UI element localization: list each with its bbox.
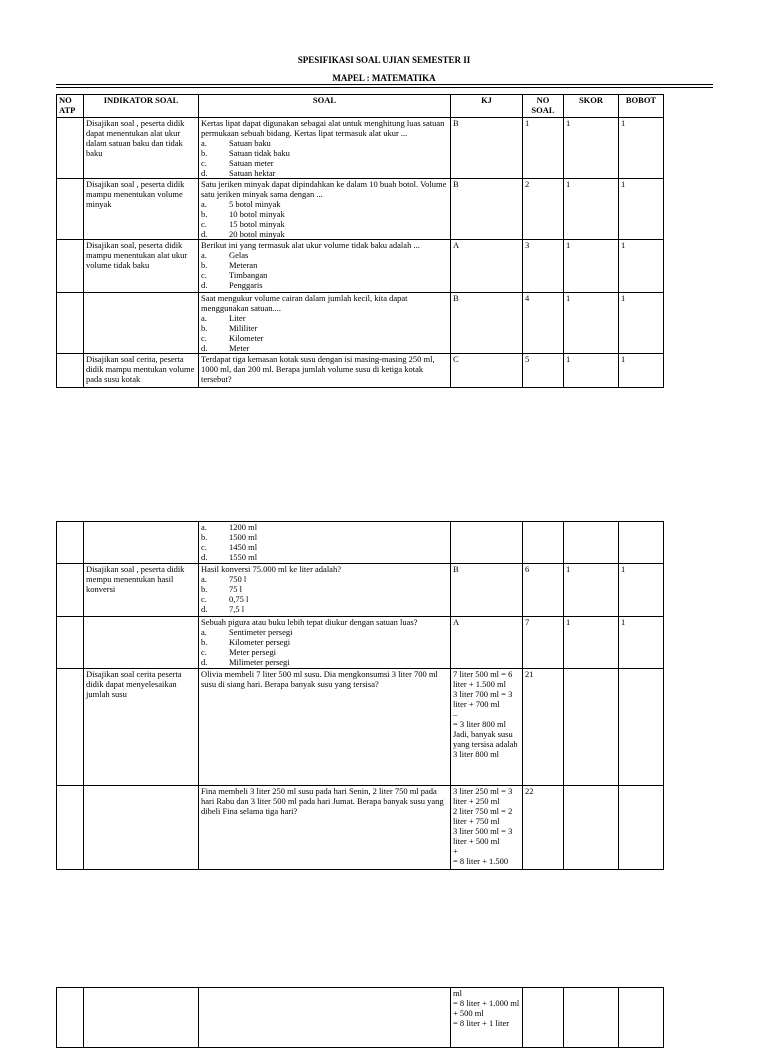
cell-atp	[57, 293, 84, 354]
table-row	[57, 240, 664, 293]
option-letter: c.	[201, 333, 207, 343]
option-letter: a.	[201, 574, 207, 584]
option-letter: b.	[201, 637, 208, 647]
option-letter: a.	[201, 138, 207, 148]
cell-skor: 1	[564, 617, 619, 669]
cell-skor: 1	[564, 564, 619, 617]
cell-atp	[57, 669, 84, 786]
cell-skor	[564, 669, 619, 786]
answer-option	[201, 219, 448, 229]
table-row	[57, 988, 664, 1048]
header-soal: SOAL	[199, 95, 451, 118]
question-text: Hasil konversi 75.000 ml ke liter adalah?	[201, 564, 341, 574]
option-letter: a.	[201, 627, 207, 637]
option-letter: c.	[201, 647, 207, 657]
title-rule-top	[56, 84, 713, 85]
option-letter: d.	[201, 168, 208, 178]
cell-soal	[199, 988, 451, 1048]
cell-bobot: 1	[619, 617, 664, 669]
cell-skor: 1	[564, 354, 619, 388]
option-letter: d.	[201, 604, 208, 614]
cell-soal	[199, 293, 451, 354]
cell-skor: 1	[564, 293, 619, 354]
option-letter: b.	[201, 209, 208, 219]
cell-atp	[57, 354, 84, 388]
title-rule-bottom	[56, 87, 713, 88]
cell-no-soal: 21	[523, 669, 564, 786]
answer-option	[201, 584, 448, 594]
option-letter: b.	[201, 584, 208, 594]
option-text: 75 l	[229, 584, 242, 594]
option-letter: c.	[201, 158, 207, 168]
cell-indikator	[84, 786, 199, 870]
answer-option	[201, 260, 448, 270]
cell-kj	[451, 354, 523, 388]
option-letter: a.	[201, 313, 207, 323]
option-letter: c.	[201, 219, 207, 229]
answer-option	[201, 627, 448, 637]
question-text: Kertas lipat dapat digunakan sebagai alat untuk menghitung luas satuan permukaan sebuah bidang. Kertas lipat termasuk alat ukur ...	[201, 118, 445, 138]
cell-bobot	[619, 988, 664, 1048]
cell-atp	[57, 522, 84, 564]
cell-skor	[564, 988, 619, 1048]
table-row	[57, 669, 664, 786]
cell-bobot: 1	[619, 240, 664, 293]
kj-text: B	[453, 564, 459, 574]
answer-option	[201, 532, 448, 542]
answer-option	[201, 250, 448, 260]
option-text: Satuan meter	[229, 158, 274, 168]
cell-no-soal	[523, 988, 564, 1048]
option-text: Penggaris	[229, 280, 263, 290]
cell-soal	[199, 240, 451, 293]
table-row	[57, 293, 664, 354]
cell-kj	[451, 118, 523, 179]
option-text: 1500 ml	[229, 532, 258, 542]
cell-atp	[57, 786, 84, 870]
option-text: 1550 ml	[229, 552, 258, 562]
cell-no-soal: 5	[523, 354, 564, 388]
answer-option	[201, 574, 448, 584]
option-letter: b.	[201, 323, 208, 333]
table-row	[57, 617, 664, 669]
table-header-row	[57, 95, 664, 118]
cell-soal	[199, 179, 451, 240]
option-text: Satuan hektar	[229, 168, 276, 178]
kj-text: A	[453, 240, 460, 250]
cell-bobot: 1	[619, 354, 664, 388]
answer-option	[201, 209, 448, 219]
option-text: 1450 ml	[229, 542, 258, 552]
header-indikator: INDIKATOR SOAL	[84, 95, 199, 118]
cell-bobot	[619, 522, 664, 564]
cell-kj	[451, 669, 523, 786]
table-row	[57, 118, 664, 179]
cell-atp	[57, 988, 84, 1048]
answer-option	[201, 542, 448, 552]
option-text: 0,75 l	[229, 594, 249, 604]
option-letter: c.	[201, 270, 207, 280]
cell-kj	[451, 240, 523, 293]
question-text: Olivia membeli 7 liter 500 ml susu. Dia mengkonsumsi 3 liter 700 ml susu di siang hari. Berapa banyak susu yang tersisa?	[201, 669, 438, 689]
cell-no-soal: 6	[523, 564, 564, 617]
answer-option	[201, 552, 448, 562]
option-text: Mililiter	[229, 323, 258, 333]
cell-bobot: 1	[619, 118, 664, 179]
kj-text: C	[453, 354, 459, 364]
answer-option	[201, 280, 448, 290]
cell-indikator	[84, 617, 199, 669]
kj-text: 7 liter 500 ml = 6 liter + 1.500 ml 3 liter 700 ml = 3 liter + 700 ml – = 3 liter 800 ml Jadi, banyak susu yang tersisa adalah 3 liter 800 ml	[453, 669, 518, 759]
cell-indikator: Disajikan soal, peserta didik mampu menentukan alat ukur volume tidak baku	[84, 240, 199, 293]
option-text: Milimeter persegi	[229, 657, 290, 667]
answer-option	[201, 522, 448, 532]
cell-kj	[451, 617, 523, 669]
table-row	[57, 354, 664, 388]
option-text: Satuan tidak baku	[229, 148, 290, 158]
option-text: 750 l	[229, 574, 247, 584]
cell-skor: 1	[564, 118, 619, 179]
option-letter: d.	[201, 657, 208, 667]
question-text: Terdapat tiga kemasan kotak susu dengan isi masing-masing 250 ml, 1000 ml, dan 200 ml. Berapa jumlah volume susu di ketiga kotak tersebut?	[201, 354, 435, 384]
cell-soal	[199, 522, 451, 564]
cell-skor	[564, 522, 619, 564]
option-letter: a.	[201, 522, 207, 532]
cell-atp	[57, 179, 84, 240]
option-text: 15 botol minyak	[229, 219, 285, 229]
spec-table-page-3	[56, 987, 664, 1048]
cell-soal	[199, 786, 451, 870]
answer-option	[201, 148, 448, 158]
cell-kj	[451, 293, 523, 354]
cell-no-soal: 2	[523, 179, 564, 240]
answer-option	[201, 270, 448, 280]
answer-option	[201, 637, 448, 647]
answer-option	[201, 158, 448, 168]
question-text: Fina membeli 3 liter 250 ml susu pada hari Senin, 2 liter 750 ml pada hari Rabu dan 3 liter 500 ml pada hari Jumat. Berapa banyak susu yang dibeli Fina selama tiga hari?	[201, 786, 444, 816]
answer-option	[201, 594, 448, 604]
question-text: Berikut ini yang termasuk alat ukur volume tidak baku adalah ...	[201, 240, 420, 250]
cell-no-soal	[523, 522, 564, 564]
option-letter: a.	[201, 250, 207, 260]
cell-atp	[57, 240, 84, 293]
cell-atp	[57, 564, 84, 617]
cell-bobot: 1	[619, 293, 664, 354]
cell-bobot	[619, 786, 664, 870]
table-row	[57, 522, 664, 564]
option-letter: a.	[201, 199, 207, 209]
option-text: Meteran	[229, 260, 258, 270]
option-text: 7,5 l	[229, 604, 245, 614]
question-text: Satu jeriken minyak dapat dipindahkan ke dalam 10 buah botol. Volume satu jeriken minyak sama dengan ...	[201, 179, 447, 199]
option-text: Gelas	[229, 250, 249, 260]
header-bobot: BOBOT	[619, 95, 664, 118]
document-title: SPESIFIKASI SOAL UJIAN SEMESTER II	[297, 55, 471, 65]
cell-indikator: Disajikan soal cerita peserta didik dapat menyelesaikan jumlah susu	[84, 669, 199, 786]
option-letter: b.	[201, 532, 208, 542]
cell-soal	[199, 354, 451, 388]
option-letter: b.	[201, 260, 208, 270]
option-letter: c.	[201, 594, 207, 604]
option-text: Meter persegi	[229, 647, 276, 657]
table-row	[57, 564, 664, 617]
header-skor: SKOR	[564, 95, 619, 118]
spec-table-page-2	[56, 521, 664, 870]
kj-text: B	[453, 293, 459, 303]
cell-soal	[199, 669, 451, 786]
document-subtitle: MAPEL : MATEMATIKA	[332, 73, 436, 83]
cell-skor	[564, 786, 619, 870]
answer-option	[201, 343, 448, 353]
cell-no-soal: 4	[523, 293, 564, 354]
cell-indikator	[84, 522, 199, 564]
cell-soal	[199, 118, 451, 179]
cell-indikator	[84, 988, 199, 1048]
option-letter: c.	[201, 542, 207, 552]
answer-option	[201, 604, 448, 614]
option-text: Satuan baku	[229, 138, 271, 148]
option-text: Liter	[229, 313, 246, 323]
option-text: 20 botol minyak	[229, 229, 285, 239]
cell-kj	[451, 564, 523, 617]
option-text: 10 botol minyak	[229, 209, 285, 219]
option-letter: d.	[201, 343, 208, 353]
kj-text: B	[453, 179, 459, 189]
option-text: 1200 ml	[229, 522, 258, 532]
kj-text: B	[453, 118, 459, 128]
cell-kj	[451, 179, 523, 240]
cell-indikator: Disajikan soal , peserta didik mampu menentukan volume minyak	[84, 179, 199, 240]
answer-option	[201, 168, 448, 178]
cell-skor: 1	[564, 240, 619, 293]
cell-bobot: 1	[619, 179, 664, 240]
answer-option	[201, 138, 448, 148]
cell-atp	[57, 617, 84, 669]
answer-option	[201, 229, 448, 239]
cell-no-soal: 22	[523, 786, 564, 870]
cell-no-soal: 3	[523, 240, 564, 293]
option-text: Meter	[229, 343, 250, 353]
option-letter: d.	[201, 280, 208, 290]
cell-soal	[199, 564, 451, 617]
cell-soal	[199, 617, 451, 669]
table-row	[57, 179, 664, 240]
answer-option	[201, 313, 448, 323]
spec-table-page-1	[56, 94, 664, 388]
cell-indikator	[84, 293, 199, 354]
kj-text: 3 liter 250 ml = 3 liter + 250 ml 2 liter 750 ml = 2 liter + 750 ml 3 liter 500 ml = 3 liter + 500 ml + = 8 liter + 1.500	[453, 786, 513, 866]
question-text: Sebuah pigura atau buku lebih tepat diukur dengan satuan luas?	[201, 617, 418, 627]
option-letter: b.	[201, 148, 208, 158]
cell-indikator: Disajikan soal cerita, peserta didik mampu mentukan volume pada susu kotak	[84, 354, 199, 388]
header-no-atp: NO ATP	[57, 95, 84, 118]
answer-option	[201, 323, 448, 333]
option-text: 5 botol minyak	[229, 199, 281, 209]
kj-text: A	[453, 617, 460, 627]
cell-skor: 1	[564, 179, 619, 240]
kj-text: ml = 8 liter + 1.000 ml + 500 ml = 8 liter + 1 liter	[453, 988, 520, 1028]
answer-option	[201, 333, 448, 343]
cell-no-soal: 1	[523, 118, 564, 179]
header-no-soal: NO SOAL	[523, 95, 564, 118]
cell-no-soal: 7	[523, 617, 564, 669]
option-text: Timbangan	[229, 270, 268, 280]
option-text: Sentimeter persegi	[229, 627, 293, 637]
cell-bobot: 1	[619, 564, 664, 617]
cell-kj	[451, 786, 523, 870]
cell-indikator: Disajikan soal , peserta didik dapat menentukan alat ukur dalam satuan baku dan tidak baku	[84, 118, 199, 179]
answer-option	[201, 657, 448, 667]
cell-indikator: Disajikan soal , peserta didik mempu menentukan hasil konversi	[84, 564, 199, 617]
option-letter: d.	[201, 552, 208, 562]
cell-kj	[451, 522, 523, 564]
option-text: Kilometer persegi	[229, 637, 291, 647]
table-row	[57, 786, 664, 870]
option-letter: d.	[201, 229, 208, 239]
cell-atp	[57, 118, 84, 179]
option-text: Kilometer	[229, 333, 264, 343]
question-text: Saat mengukur volume cairan dalam jumlah kecil, kita dapat menggunakan satuan....	[201, 293, 408, 313]
answer-option	[201, 647, 448, 657]
header-kj: KJ	[451, 95, 523, 118]
answer-option	[201, 199, 448, 209]
cell-kj	[451, 988, 523, 1048]
cell-bobot	[619, 669, 664, 786]
